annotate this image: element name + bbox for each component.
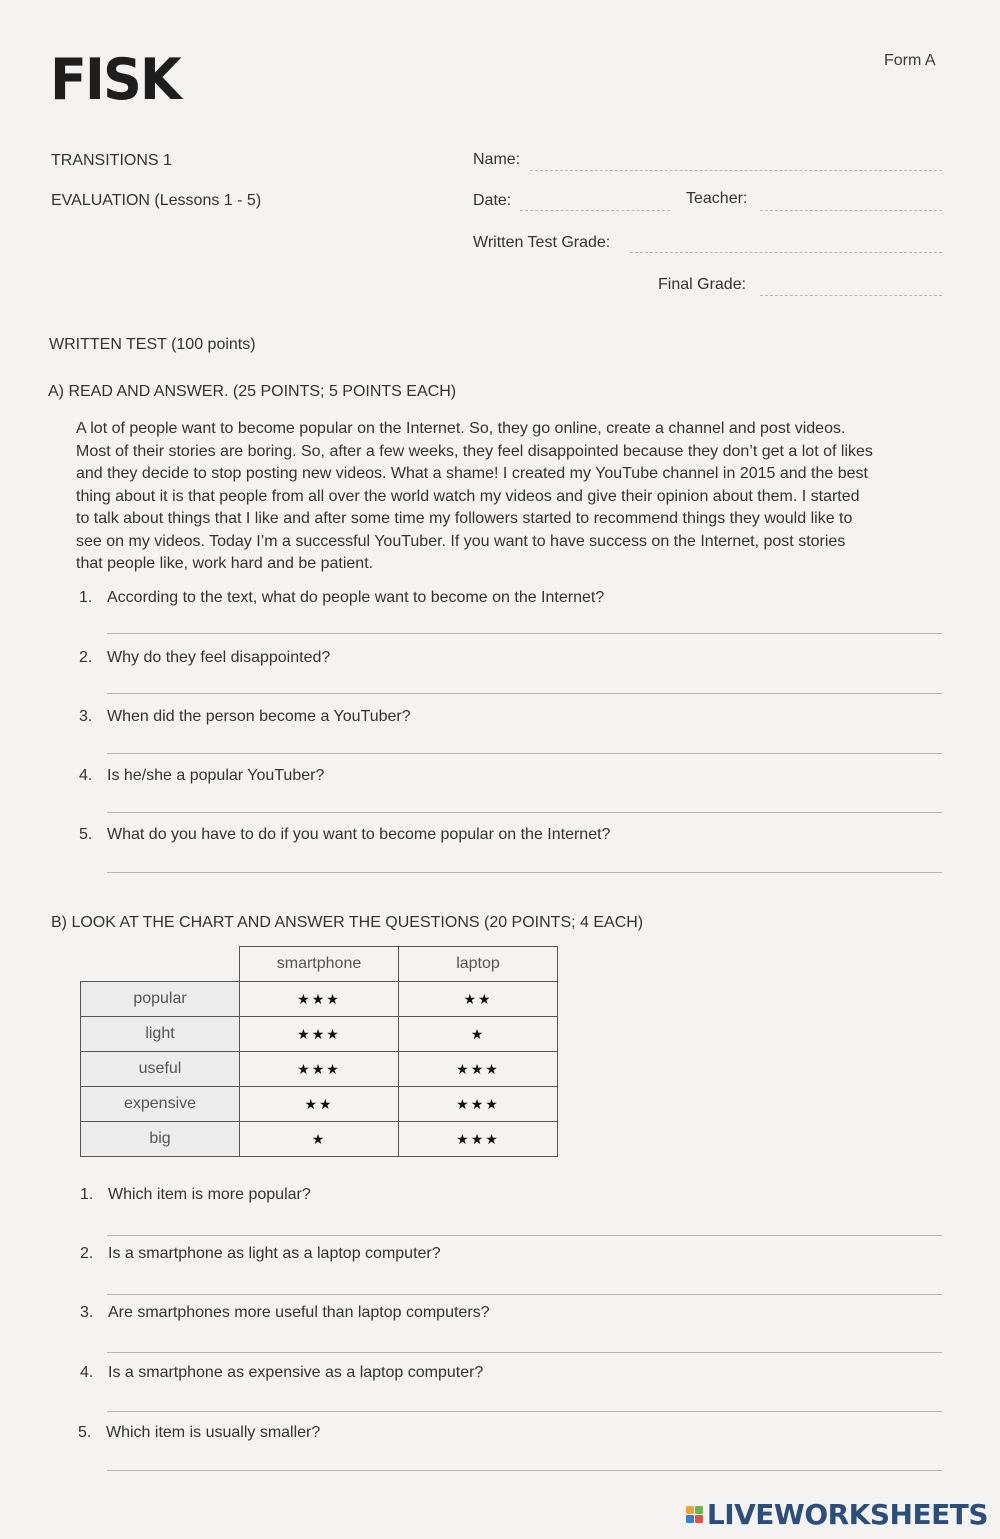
answer-a5-line[interactable] [107,872,942,873]
question-text: Is a smartphone as expensive as a laptop computer? [108,1364,484,1381]
star-rating: ★★ [240,1087,399,1122]
question-number: 4. [79,767,93,784]
column-header: laptop [399,947,558,982]
liveworksheets-brand [686,1498,988,1531]
table-row [81,1052,558,1087]
answer-a4-line[interactable] [107,812,942,813]
passage-line: to talk about things that I like and after some time my followers started to recommend things they would like to [76,510,853,527]
question-number: 4. [80,1364,94,1381]
liveworksheets-icon [686,1506,703,1523]
question-text: When did the person become a YouTuber? [107,708,411,725]
passage-line: A lot of people want to become popular on the Internet. So, they go online, create a channel and post videos. [76,420,846,437]
star-rating: ★★★ [399,1122,558,1157]
question-b3 [80,1304,490,1322]
question-text: Are smartphones more useful than laptop computers? [108,1304,490,1321]
icon-tile [686,1515,694,1523]
question-b1 [80,1186,311,1204]
icon-tile [695,1506,703,1514]
answer-b4-line[interactable] [107,1411,942,1412]
date-field[interactable] [520,210,670,211]
brand-name: LIVEWORKSHEETS [706,1498,988,1531]
table-row [81,1122,558,1157]
passage-line: and they decide to stop posting new videos. What a shame! I created my YouTube channel in 2015 and the best [76,465,868,482]
table-row [81,982,558,1017]
question-a1 [79,589,604,607]
passage-line: see on my videos. Today I’m a successful YouTuber. If you want to have success on the Internet, post stories [76,532,846,550]
answer-b2-line[interactable] [107,1294,942,1295]
question-number: 3. [79,708,93,725]
question-number: 2. [79,649,93,666]
row-label: big [81,1122,240,1157]
star-rating: ★★ [399,982,558,1017]
evaluation-title: EVALUATION (Lessons 1 - 5) [51,192,262,209]
question-a3 [79,708,411,726]
date-label: Date: [473,192,512,209]
question-number: 5. [78,1424,92,1441]
fisk-logo: FISK [50,46,180,113]
question-number: 5. [79,826,93,843]
comparison-chart [80,946,558,1157]
row-label: light [81,1017,240,1052]
star-rating: ★★★ [399,1087,558,1122]
question-number: 2. [80,1245,94,1262]
section-a-title: A) READ AND ANSWER. (25 POINTS; 5 POINTS EACH) [48,383,457,400]
question-text: What do you have to do if you want to become popular on the Internet? [107,826,611,843]
question-text: Is he/she a popular YouTuber? [107,767,325,784]
star-rating: ★★★ [240,1052,399,1087]
question-a4 [79,767,324,785]
answer-b5-line[interactable] [107,1470,942,1471]
answer-a2-line[interactable] [107,693,942,694]
answer-a3-line[interactable] [107,753,942,754]
final-grade-label: Final Grade: [658,276,747,293]
question-number: 1. [80,1186,94,1203]
passage-line: that people like, work hard and be patient. [76,555,374,572]
question-text: Is a smartphone as light as a laptop computer? [108,1245,441,1262]
star-rating: ★★★ [240,1017,399,1052]
passage-line: thing about it is that people from all over the world watch my videos and give their opinion about them. I started [76,487,860,505]
question-a2 [79,649,330,667]
answer-a1-line[interactable] [107,633,942,634]
question-text: Which item is more popular? [108,1186,311,1203]
star-rating: ★ [240,1122,399,1157]
question-text: Which item is usually smaller? [106,1424,321,1441]
row-label: popular [81,982,240,1017]
row-label: useful [81,1052,240,1087]
teacher-field[interactable] [760,210,942,211]
name-label: Name: [473,151,521,168]
icon-tile [686,1506,694,1514]
question-number: 3. [80,1304,94,1321]
question-b4 [80,1364,483,1382]
star-rating: ★★★ [399,1052,558,1087]
question-a5 [79,826,610,844]
name-field[interactable] [530,170,942,171]
final-grade-field[interactable] [760,295,942,296]
question-b2 [80,1245,441,1263]
question-text: Why do they feel disappointed? [107,649,331,666]
row-label: expensive [81,1087,240,1122]
written-grade-label: Written Test Grade: [473,234,611,251]
form-version: Form A [884,52,936,69]
passage-line: Most of their stories are boring. So, after a few weeks, they feel disappointed because they don’t get a lot of likes [76,442,873,460]
written-grade-field[interactable] [630,252,942,253]
teacher-label: Teacher: [686,190,748,207]
reading-passage [76,418,946,576]
written-test-title: WRITTEN TEST (100 points) [49,336,256,353]
question-text: According to the text, what do people want to become on the Internet? [107,589,605,606]
question-b5 [78,1424,320,1442]
course-title: TRANSITIONS 1 [51,152,172,169]
section-b-title: B) LOOK AT THE CHART AND ANSWER THE QUESTIONS (20 POINTS; 4 EACH) [51,914,644,931]
table-row [81,1087,558,1122]
question-number: 1. [79,589,93,606]
table-row [81,1017,558,1052]
star-rating: ★★★ [240,982,399,1017]
column-header: smartphone [240,947,399,982]
icon-tile [695,1515,703,1523]
star-rating: ★ [399,1017,558,1052]
answer-b3-line[interactable] [107,1352,942,1353]
table-corner [81,947,240,982]
answer-b1-line[interactable] [107,1235,942,1236]
